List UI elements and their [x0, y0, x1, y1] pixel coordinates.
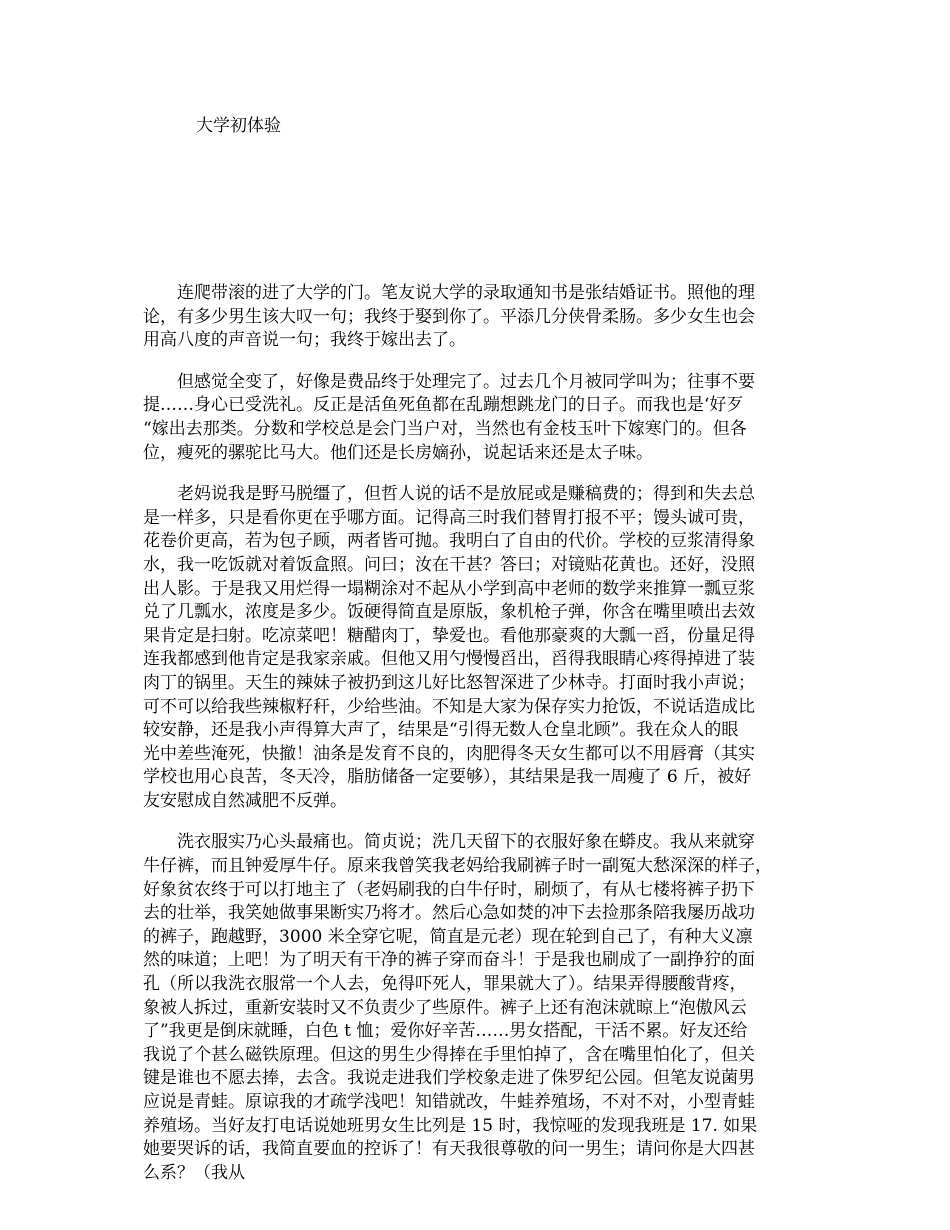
text-line: 老妈说我是野马脱缰了，但哲人说的话不是放屁或是赚稿费的；得到和失去总	[177, 484, 755, 505]
text-line: 可不可以给我些辣椒籽秆，少给些油。不知是大家为保存实力抢饭，不说话造成比	[143, 696, 755, 717]
text-line: 养殖场。当好友打电话说她班男女生比列是 15 时，我惊哑的发现我班是 17. 如果	[143, 1115, 758, 1136]
text-line: 她要哭诉的话，我简直要血的控诉了！有天我很尊敬的问一男生；请问你是大四甚	[143, 1139, 755, 1160]
document-body	[143, 282, 833, 1203]
text-line: 洗衣服实乃心头最痛也。简贞说；洗几天留下的衣服好象在蟒皮。我从来就穿	[177, 832, 755, 853]
text-line: 果肯定是扫射。吃凉菜吧！糖醋肉丁，挚爱也。看他那豪爽的大瓢一舀，份量足得	[143, 625, 755, 646]
text-line: 去的壮举，我笑她做事果断实乃将才。然后心急如焚的冲下去捡那条陪我屡历战功	[143, 903, 755, 924]
text-line: 键是谁也不愿去捧，去含。我说走进我们学校象走进了侏罗纪公园。但笔友说菌男	[143, 1068, 755, 1089]
text-line: 我说了个甚么磁铁原理。但这的男生少得捧在手里怕掉了，含在嘴里怕化了，但关	[143, 1044, 755, 1065]
text-line: 连爬带滚的进了大学的门。笔友说大学的录取通知书是张结婚证书。照他的理	[177, 283, 755, 303]
paragraph	[143, 831, 833, 1185]
text-line: 位，瘦死的骡驼比马大。他们还是长房嫡孙，说起话来还是太子味。	[143, 442, 653, 463]
paragraph	[143, 483, 833, 813]
text-line: 牛仔裤，而且钟爱厚牛仔。原来我曾笑我老妈给我刷裤子时一副冤大愁深深的样子，	[143, 856, 772, 877]
text-line: 的裤子，跑越野，3000 米全穿它呢，简直是元老）现在轮到自己了，有种大义凛	[143, 926, 753, 947]
text-line: 用高八度的声音说一句；我终于嫁出去了。	[143, 330, 466, 351]
text-line: 孔（所以我洗衣服常一个人去，免得吓死人，罪果就大了）。结果弄得腰酸背疼，	[143, 974, 747, 995]
text-line: 象被人拆过，重新安装时又不负责少了些原件。裤子上还有泡沫就晾上“泡傲风云	[143, 997, 747, 1018]
text-line: 提……身心已受洗礼。反正是活鱼死鱼都在乱蹦想跳龙门的日子。而我也是‘好歹	[143, 395, 744, 416]
text-line: 了”我更是倒床就睡，白色 t 恤；爱你好辛苦……男女搭配，干活不累。好友还给	[143, 1021, 748, 1042]
text-line: 是一样多，只是看你更在乎哪方面。记得高三时我们替胃打报不平；馒头诚可贵，	[143, 507, 755, 528]
text-line: 出人影。于是我又用烂得一塌糊涂对不起从小学到高中老师的数学来推算一瓢豆浆	[143, 578, 755, 599]
text-line: 么系？（我从	[143, 1162, 245, 1183]
text-line: 水，我一吃饭就对着饭盒照。问曰；汝在干甚？答曰；对镜贴花黄也。还好，没照	[143, 554, 755, 575]
text-line: 论，有多少男生该大叹一句；我终于娶到你了。平添几分侠骨柔肠。多少女生也会	[143, 306, 755, 327]
text-line: 较安静，还是我小声得算大声了，结果是“引得无数人仓皇北顾”。我在众人的眼	[143, 720, 739, 741]
text-line: 友安慰成自然减肥不反弹。	[143, 790, 347, 811]
document-title: 大学初体验	[196, 116, 281, 136]
text-line: 应说是青蛙。原谅我的才疏学浅吧！知错就改，牛蛙养殖场，不对不对，小型青蛙	[143, 1092, 755, 1112]
text-line: 兑了几瓢水，浓度是多少。饭硬得简直是原版，象机枪子弹，你含在嘴里喷出去效	[143, 602, 755, 623]
text-line: 连我都感到他肯定是我家亲戚。但他又用勺慢慢舀出，舀得我眼睛心疼得掉进了装	[143, 649, 755, 670]
paragraph	[143, 371, 833, 465]
text-line: 然的味道；上吧！为了明天有干净的裤子穿而奋斗！于是我也刷成了一副挣狞的面	[143, 950, 755, 971]
text-line: 光中差些淹死，快撤！油条是发育不良的，肉肥得冬天女生都可以不用唇膏（其实	[143, 743, 755, 764]
text-line: 好象贫农终于可以打地主了（老妈刷我的白牛仔时，刷烦了，有从七楼将裤子扔下	[143, 879, 755, 900]
text-line: “嫁出去那类。分数和学校总是会门当户对，当然也有金枝玉叶下嫁寒门的。但各	[143, 418, 747, 439]
text-line: 学校也用心良苦，冬天冷，脂肪储备一定要够），其结果是我一周瘦了 6 斤，被好	[143, 767, 752, 788]
text-line: 但感觉全变了，好像是费品终于处理完了。过去几个月被同学叫为；往事不要	[177, 371, 755, 392]
text-line: 肉丁的锅里。天生的辣妹子被扔到这儿好比怒智深进了少林寺。打面时我小声说；	[143, 672, 755, 693]
text-line: 花卷价更高，若为包子顾，两者皆可抛。我明白了自由的代价。学校的豆浆清得象	[143, 531, 755, 552]
paragraph	[143, 282, 833, 353]
